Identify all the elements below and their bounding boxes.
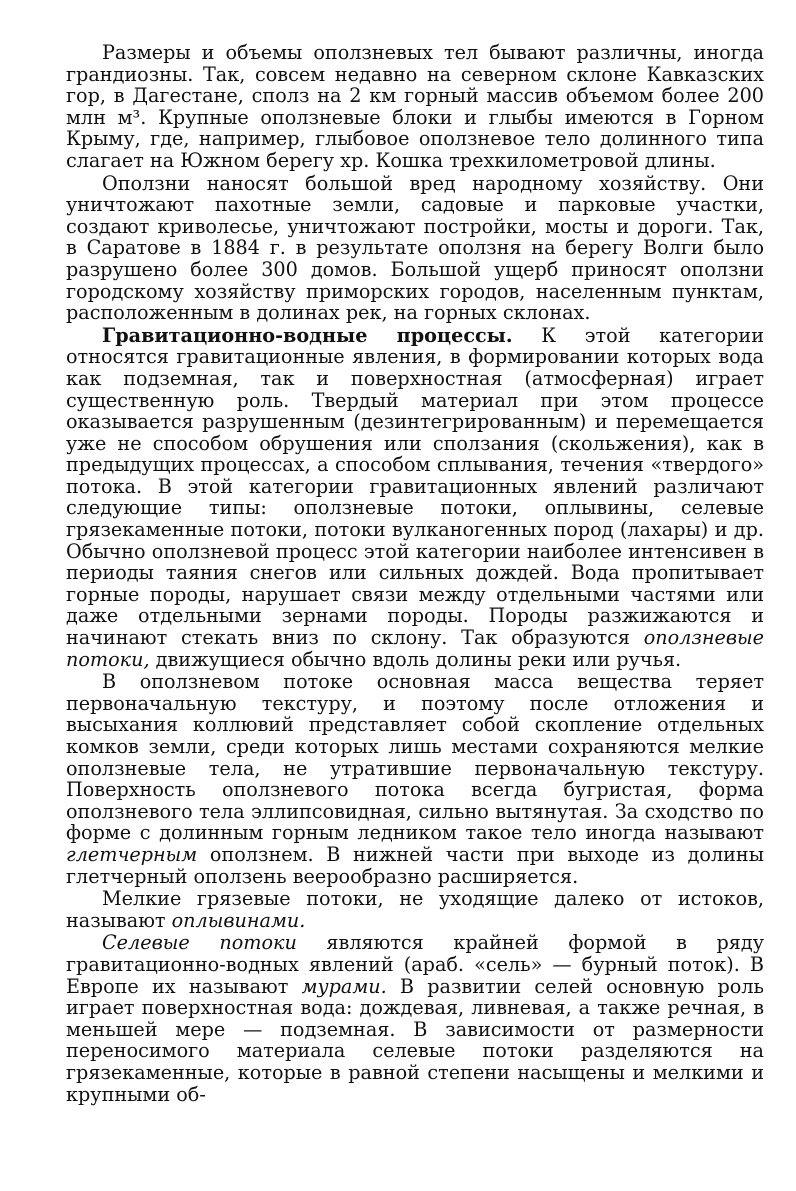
paragraph-gravity-water-processes [66,325,764,671]
text-segment: К этой категории относятся гравитационные явления, в формировании которых вода как подземная, так и поверхностная (атмосферная) играет существенную роль. Твердый материал при этом процессе оказывается разрушенным (дезинтегрированным) и перемещается уже не способом обрушения или сползания (скольжения), как в предыдущих процессах, а способом сплывания, течения «твердого» потока. В этой категории гравитационных явлений различают следующие типы: оползневые потоки, оплывины, селевые грязекаменные потоки, потоки вулканогенных пород (лахары) и др. Обычно оползневой процесс этой категории наиболее интенсивен в периоды таяния снегов или сильных дождей. Вода пропитывает горные породы, нарушает связи между отдельными частями или даже отдельными зернами породы. Породы разжижаются и начинают стекать вниз по склону. Так образуются [66,323,764,650]
paragraph-mudflows-small [66,888,764,931]
paragraph-landslide-sizes [66,42,764,172]
text-segment: Размеры и объемы оползневых тел бывают различны, иногда грандиозны. Так, совсем недавно на северном склоне Кавказских гор, в Дагестане, сполз на 2 км горный массив объемом более 200 млн м³. Крупные оползневые блоки и глыбы имеются в Горном Крыму, где, например, глыбовое оползневое тело долинного типа слагает на Южном берегу хр. Кошка трехкилометровой длины. [66,41,764,172]
page-text [66,42,764,1105]
text-segment: движущиеся обычно вдоль долины реки или ручья. [149,647,682,671]
term-emphasis: Селевые потоки [102,931,297,955]
term-emphasis: мурами. [301,974,387,998]
paragraph-landslide-damage [66,173,764,324]
section-heading: Гравитационно-водные процессы. [102,323,513,347]
text-segment: являются крайней формой в ряду гравитационно-водных явлений (араб. «сель» — бурный поток). В Европе их называют [66,931,764,998]
text-segment: В развитии селей основную роль играет поверхностная вода: дождевая, ливневая, а также речная, в меньшей мере — подземная. В зависимости от размерности переносимого материала селевые потоки разделяются на грязекаменные, которые в равной степени насыщены и мелкими и крупными об- [66,974,764,1106]
text-segment: Мелкие грязевые потоки, не уходящие далеко от истоков, называют [66,887,764,932]
text-segment: оползнем. В нижней части при выходе из долины глетчерный оползень веерообразно расширяется. [66,842,764,888]
term-emphasis: оплывинами. [171,908,306,932]
text-segment: В оползневом потоке основная масса вещества теряет первоначальную текстуру, и поэтому после отложения и высыхания коллювий представляет собой скопление отдельных комков земли, среди которых лишь местами сохраняются мелкие оползневые тела, не утратившие первоначальную текстуру. Поверхность оползневого потока всегда бугристая, форма оползневого тела эллипсовидная, сильно вытянутая. За сходство по форме с долинным горным ледником такое тело иногда называют [66,670,764,845]
term-emphasis: глетчерным [66,842,198,866]
term-emphasis: оползневые потоки, [66,626,764,671]
paragraph-debris-flows [66,932,764,1105]
text-segment: Оползни наносят большой вред народному хозяйству. Они уничтожают пахотные земли, садовые и парковые участки, создают криволесье, уничтожают постройки, мосты и дороги. Так, в Саратове в 1884 г. в результате оползня на берегу Волги было разрушено более 300 домов. Большой ущерб приносят оползни городскому хозяйству приморских городов, населенным пунктам, расположенным в долинах рек, на горных склонах. [66,171,764,325]
paragraph-landslide-flow [66,671,764,887]
